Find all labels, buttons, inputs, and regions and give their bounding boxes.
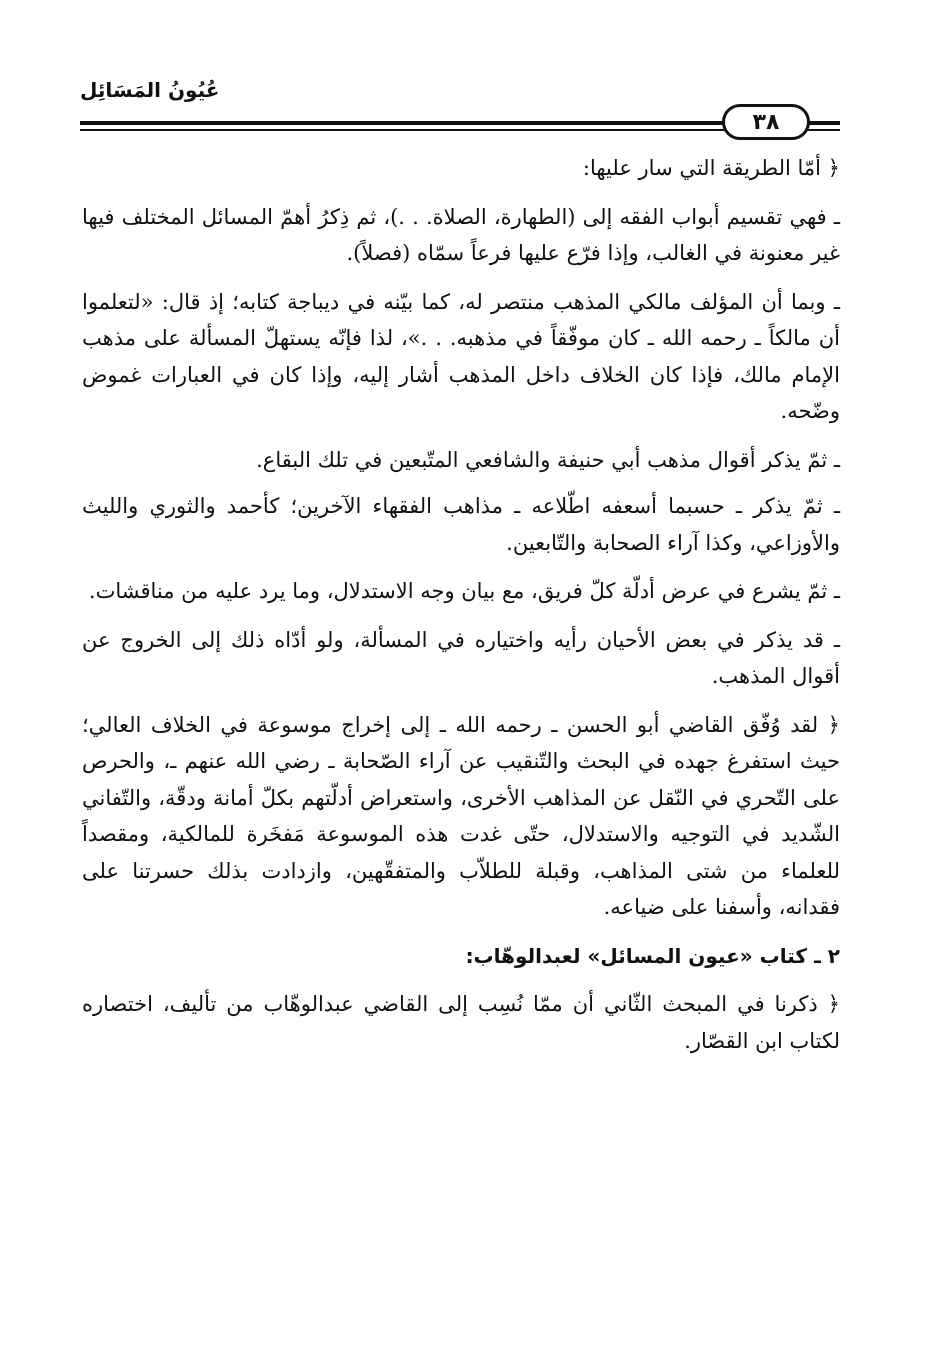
page-number-badge (722, 104, 810, 140)
paragraph-chapters: ـ فهي تقسيم أبواب الفقه إلى (الطهارة، الصلاة. . .)، ثم ذِكرُ أهمّ المسائل المختلف فيها غير معنونة في الغالب، وإذا فرّع عليها فرعاً سمّاه (فصلاً). (82, 204, 840, 265)
body-text (82, 150, 840, 1071)
paragraph-hanafi-shafii: ـ ثمّ يذكر أقوال مذهب أبي حنيفة والشافعي المتّبعين في تلك البقاع. (256, 447, 840, 472)
paragraph-other-jurists: ـ ثمّ يذكر ـ حسبما أسعفه اطّلاعه ـ مذاهب الفقهاء الآخرين؛ كأحمد والثوري والليث والأوزاعي، وكذا آراء الصحابة والتّابعين. (82, 494, 840, 555)
page-number: ٣٨ (752, 109, 780, 135)
book-title: عُيُونُ المَسَائِل (80, 78, 220, 102)
paragraph-method-intro: ﴿ أمّا الطريقة التي سار عليها: (582, 156, 840, 180)
paragraph-evidence: ـ ثمّ يشرع في عرض أدلّة كلّ فريق، مع بيان وجه الاستدلال، وما يرد عليه من مناقشات. (88, 579, 840, 603)
paragraph-maliki: ـ وبما أن المؤلف مالكي المذهب منتصر له، كما بيّنه في ديباجة كتابه؛ إذ قال: «لتعلموا أن مالكاً ـ رحمه الله ـ كان موفّقاً في مذهبه. . .»، لذا فإنّه يستهلّ المسألة على مذهب الإمام مالك، فإذا كان الخلاف داخل المذهب أشار إليه، وإذا كان في العبارات غموض وضّحه. (82, 289, 840, 423)
paragraph-opinion: ـ قد يذكر في بعض الأحيان رأيه واختياره في المسألة، ولو أدّاه ذلك إلى الخروج عن أقوال المذهب. (82, 627, 840, 688)
paragraph-encyclopedia: ﴿ لقد وُفّق القاضي أبو الحسن ـ رحمه الله ـ إلى إخراج موسوعة في الخلاف العالي؛ حيث استفرغ جهده في البحث والتّنقيب عن آراء الصّحابة ـ رضي الله عنهم ـ، والحرص على التّحري في النّقل عن المذاهب الأخرى، واستعراض أدلّتهم بكلّ أمانة ودقّة، والتّفاني الشّديد في التوجيه والاستدلال، حتّى غدت هذه الموسوعة مَفخَرة للمالكية، ومقصداً للعلماء من شتى المذاهب، وقبلة للطلاّب والمتفقّهين، وازدادت بذلك حسرتنا على فقدانه، وأسفنا على ضياعه. (82, 712, 840, 919)
page-header (80, 78, 840, 138)
paragraph-closing: ﴿ ذكرنا في المبحث الثّاني أن ممّا نُسِب إلى القاضي عبدالوهّاب من تأليف، اختصاره لكتاب ابن القصّار. (82, 992, 840, 1053)
section-heading: ٢ ـ كتاب «عيون المسائل» لعبدالوهّاب: (465, 943, 840, 968)
